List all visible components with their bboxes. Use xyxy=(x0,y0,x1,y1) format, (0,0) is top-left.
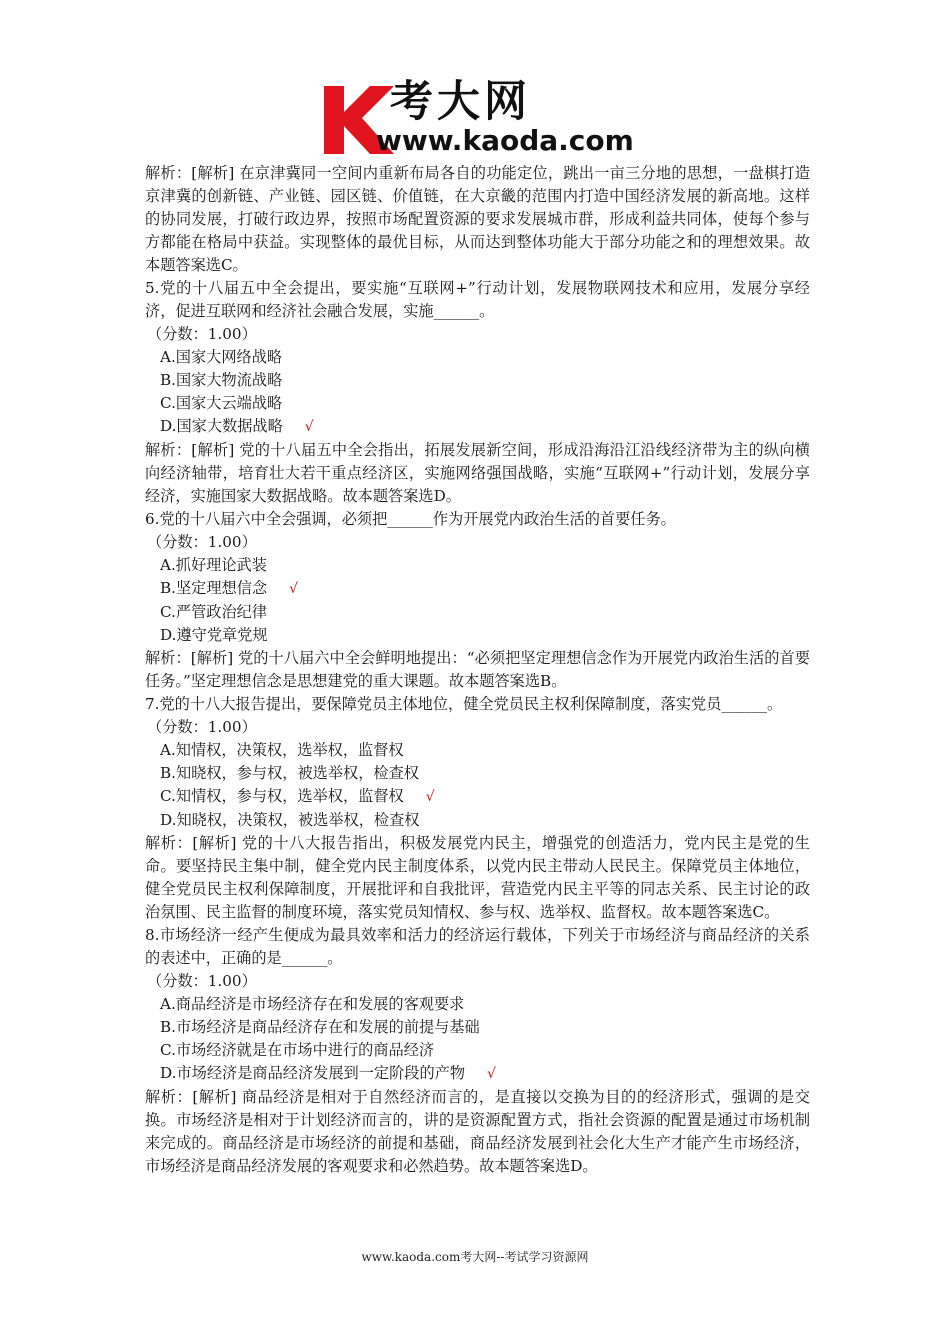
paragraph-text: 解析：[解析] 商品经济是相对于自然经济而言的，是直接以交换为目的的经济形式，强调的是交换。市场经济是相对于计划经济而言的，讲的是资源配置方式，指社会资源的配置是通过市场机制来完成的。商品经济是市场经济的前提和基础，商品经济发展到社会化大生产才能产生市场经济，市场经济是商品经济发展的客观要求和必然趋势。故本题答案选D。 xyxy=(145,1088,810,1175)
question-score: （分数：1.00） xyxy=(147,972,257,990)
option-text: A.商品经济是市场经济存在和发展的客观要求 xyxy=(160,995,465,1013)
answer-explanation xyxy=(145,162,810,277)
answer-option xyxy=(145,739,810,762)
option-text: D.遵守党章党规 xyxy=(160,626,268,644)
option-text: B.市场经济是商品经济存在和发展的前提与基础 xyxy=(160,1018,480,1036)
option-text: C.知情权，参与权，选举权，监督权 xyxy=(160,787,404,805)
answer-option xyxy=(145,1016,810,1039)
paragraph-text: 解析：[解析] 党的十八届五中全会指出，拓展发展新空间，形成沿海沿江沿线经济带为主的纵向横向经济轴带，培育壮大若干重点经济区，实施网络强国战略，实施“互联网+”行动计划，发展分享经济，实施国家大数据战略。故本题答案选D。 xyxy=(145,441,810,505)
answer-option xyxy=(145,624,810,647)
paragraph-text: 5.党的十八届五中全会提出，要实施“互联网+”行动计划，发展物联网技术和应用，发展分享经济，促进互联网和经济社会融合发展，实施______。 xyxy=(145,279,810,320)
paragraph-text: 解析：[解析] 党的十八届六中全会鲜明地提出：“必须把坚定理想信念作为开展党内政治生活的首要任务。”坚定理想信念是思想建党的重大课题。故本题答案选B。 xyxy=(145,649,810,690)
question-text xyxy=(145,277,810,323)
paragraph-text: 解析：[解析] 在京津冀同一空间内重新布局各自的功能定位，跳出一亩三分地的思想，一盘棋打造京津冀的创新链、产业链、园区链、价值链，在大京畿的范围内打造中国经济发展的新高地。这样的协同发展，打破行政边界，按照市场配置资源的要求发展城市群，形成利益共同体，使每个参与方都能在格局中获益。实现整体的最优目标，从而达到整体功能大于部分功能之和的理想效果。故本题答案选C。 xyxy=(145,164,810,274)
correct-check-icon: √ xyxy=(487,1066,496,1082)
option-text: C.国家大云端战略 xyxy=(160,394,283,412)
answer-option xyxy=(145,809,810,832)
option-text: B.国家大物流战略 xyxy=(160,371,283,389)
option-text: A.知情权，决策权，选举权，监督权 xyxy=(160,741,404,759)
answer-option xyxy=(145,785,810,809)
answer-option xyxy=(145,369,810,392)
answer-option xyxy=(145,1039,810,1062)
question-text xyxy=(145,924,810,970)
paragraph-text: 解析：[解析] 党的十八大报告指出，积极发展党内民主，增强党的创造活力，党内民主是党的生命。要坚持民主集中制，健全党内民主制度体系，以党内民主带动人民民主。保障党员主体地位，健全党员民主权利保障制度，开展批评和自我批评，营造党内民主平等的同志关系、民主讨论的政治氛围、民主监督的制度环境，落实党员知情权、参与权、选举权、监督权。故本题答案选C。 xyxy=(145,834,810,921)
document-body xyxy=(145,162,810,1178)
question-text xyxy=(145,508,810,531)
answer-option xyxy=(145,762,810,785)
answer-explanation xyxy=(145,647,810,693)
answer-option xyxy=(145,577,810,601)
answer-explanation xyxy=(145,1086,810,1178)
correct-check-icon: √ xyxy=(304,419,314,435)
paragraph-text: 7.党的十八大报告提出，要保障党员主体地位，健全党员民主权利保障制度，落实党员______。 xyxy=(145,695,783,713)
option-text: D.国家大数据战略 xyxy=(160,417,283,435)
paragraph-text: 8.市场经济一经产生便成为最具效率和活力的经济运行载体，下列关于市场经济与商品经济的关系的表述中，正确的是______。 xyxy=(145,926,810,967)
answer-option xyxy=(145,392,810,415)
logo-url-text: www.kaoda.com xyxy=(376,124,634,157)
question-score: （分数：1.00） xyxy=(147,533,257,551)
page-footer: www.kaoda.com考大网--考试学习资源网 xyxy=(361,1250,589,1264)
option-text: D.市场经济是商品经济发展到一定阶段的产物 xyxy=(160,1064,466,1082)
correct-check-icon: √ xyxy=(289,581,299,597)
answer-option xyxy=(145,993,810,1016)
option-text: B.坚定理想信念 xyxy=(160,579,268,597)
answer-option xyxy=(145,346,810,369)
question-score: （分数：1.00） xyxy=(147,718,257,736)
question-score: （分数：1.00） xyxy=(147,325,257,343)
option-text: A.抓好理论武装 xyxy=(160,556,267,574)
site-logo xyxy=(318,78,648,160)
answer-option xyxy=(145,415,810,439)
answer-option xyxy=(145,1062,810,1086)
option-text: A.国家大网络战略 xyxy=(160,348,283,366)
option-text: C.严管政治纪律 xyxy=(160,603,268,621)
question-text xyxy=(145,693,810,716)
answer-explanation xyxy=(145,439,810,508)
option-text: C.市场经济就是在市场中进行的商品经济 xyxy=(160,1041,435,1059)
option-text: D.知晓权，决策权，被选举权，检查权 xyxy=(160,811,420,829)
logo-chinese-name: 考大网 xyxy=(390,77,531,127)
answer-option xyxy=(145,554,810,577)
answer-explanation xyxy=(145,832,810,924)
option-text: B.知晓权，参与权，被选举权，检查权 xyxy=(160,764,419,782)
correct-check-icon: √ xyxy=(425,789,435,805)
answer-option xyxy=(145,601,810,624)
paragraph-text: 6.党的十八届六中全会强调，必须把______作为开展党内政治生活的首要任务。 xyxy=(145,510,676,528)
